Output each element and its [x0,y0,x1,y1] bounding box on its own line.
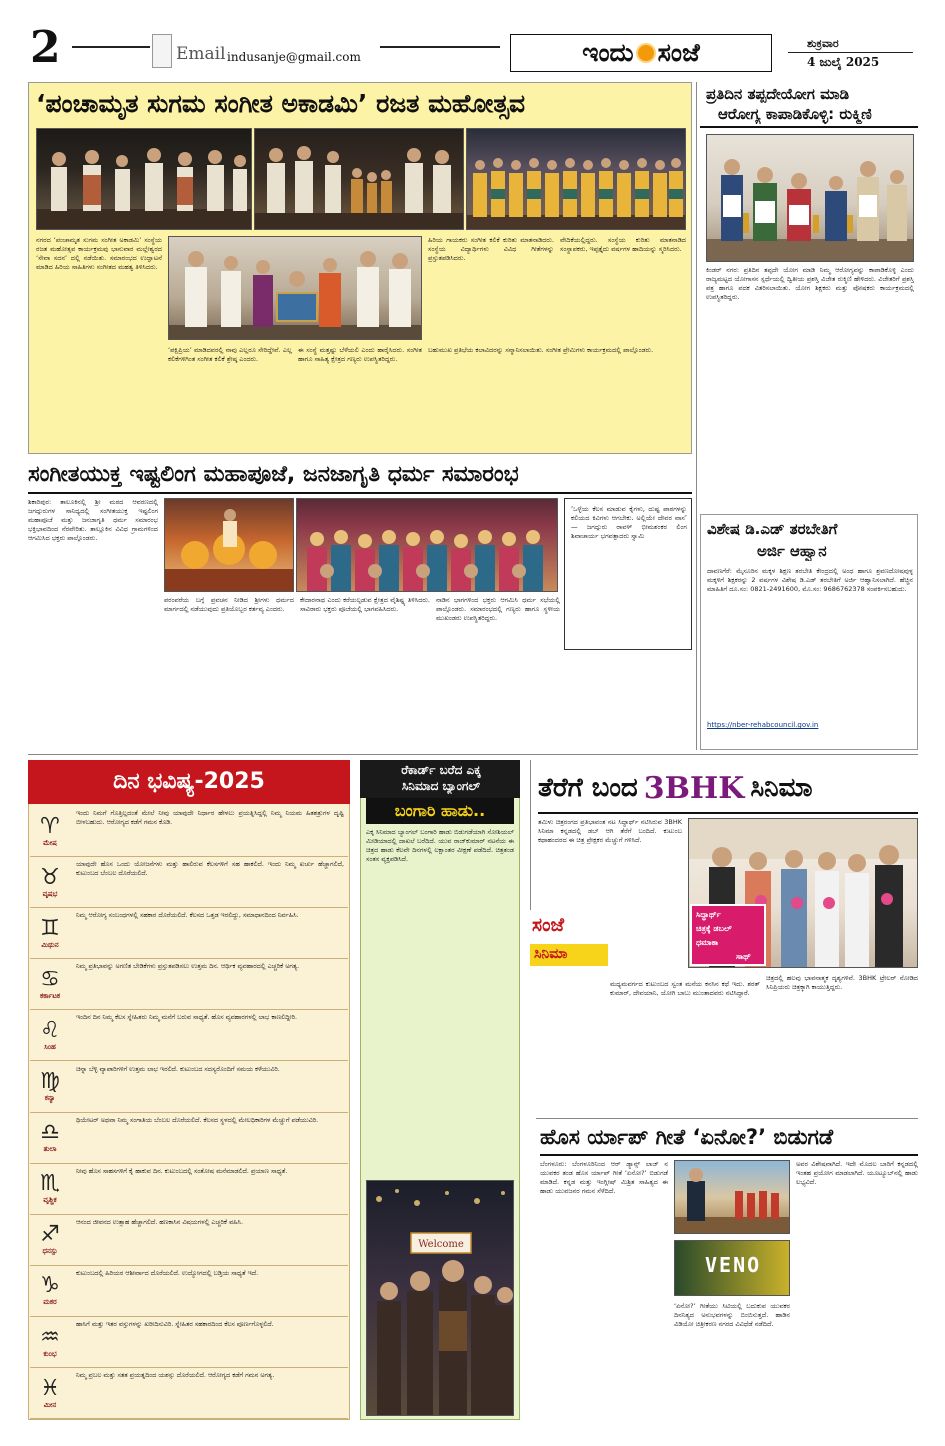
yoga-body: ಕಿಂಡರ್ ನಗರ: ಪ್ರತಿದಿನ ತಪ್ಪದೇ ಯೋಗ ಮಾಡಿ ನಿಮ್ಮ ಆರೋಗ್ಯವನ್ನು ಕಾಪಾಡಿಕೊಳ್ಳಿ ಎಂದು ರಾಜ್ಯಮಟ್ಟದ ಯೋಗಾಸನ ಸ್ಪರ್ಧೆಯಲ್ಲಿ ದ್ವಿತೀಯ ಪ್ರಶಸ್ತಿ ವಿಜೇತ ರುಕ್ಮಿಣಿ ಹೇಳಿದರು. ವಿಜೇತರಿಗೆ ಪ್ರಶಸ್ತಿ ಪತ್ರ ಹಾಗೂ ಪದಕ ವಿತರಿಸಲಾಯಿತು. ಯೋಗ ಶಿಕ್ಷಕರು ಮತ್ತು ಪೋಷಕರು ಕಾರ್ಯಕ್ರಮದಲ್ಲಿ ಉಪಸ್ಥಿತರಿದ್ದರು. [706,266,914,301]
second-photo-1-figures [165,499,294,592]
threebhk-col-3: ಚಿತ್ರದಲ್ಲಿ ಹಲವು ಭಾವನಾತ್ಮಕ ದೃಶ್ಯಗಳಿವೆ. 3BHK ಟ್ರೇಲರ್ ನೋಡಿದ ಸಿನಿಪ್ರಿಯರು ಚಿತ್ರಕ್ಕಾಗಿ ಕಾಯುತ್ತಿದ್ದರು. [766,974,918,991]
zodiac-prediction: ಹಾಸಿಗೆ ಮತ್ತು ಇತರ ವಸ್ತುಗಳನ್ನು ಖರೀದಿಸುವಿರಿ. ಸ್ನೇಹಿತರ ಸಹಕಾರದಿಂದ ಕೆಲಸ ಪೂರ್ಣಗೊಳ್ಳಲಿದೆ. [76,1320,274,1328]
notice-headline-line2: ಅರ್ಜಿ ಆಹ್ವಾನ [757,542,827,560]
lead-col-4: ಬಹುಮುಖ ಪ್ರತಿಭೆಯ ಕಲಾವಿದರನ್ನು ಸನ್ಮಾನಿಸಲಾಯಿತು. ಸಂಗೀತ ಪ್ರೇಮಿಗಳು ಕಾರ್ಯಕ್ರಮದಲ್ಲಿ ಪಾಲ್ಗೊಂಡರು. [428,346,654,354]
masthead [0,0,945,76]
zodiac-row [30,1266,348,1317]
zodiac-row [30,1164,348,1215]
weekday: ಶುಕ್ರವಾರ [807,37,839,50]
zodiac-glyph-icon: ♌ [40,1017,60,1043]
zodiac-glyph-icon: ♊ [40,915,60,941]
zodiac-prediction: ಇಂದು ನಿಮಗೆ ಗೊತ್ತಿಲ್ಲದಂತೆ ಮೇಲೆ ನೀವು ಯಾವುದೇ ನಿರ್ಧಾರ ಹೇಳಲು ಪ್ರಯತ್ನಿಸಿದ್ದಲ್ಲಿ ನಿಮ್ಮ ನಿಯಮ ಹಿತಶತ್ರುಗಳ ದೃಷ್ಟಿ ಬೀಳಬಹುದು. ಆರೋಗ್ಯದ ಕಡೆಗೆ ಗಮನ ಕೊಡಿ. [76,809,344,826]
zodiac-row [30,806,348,857]
zodiac-icon-box [30,1062,70,1112]
zodiac-icon-box [30,1113,70,1163]
threebhk-caption [690,904,766,966]
logo-left-text: ಇಂದು [582,38,634,67]
lead-photo-2 [254,128,464,230]
caption-line-2: ಚಿತ್ರಕ್ಕೆ ಡಬಲ್ [696,924,732,933]
zodiac-prediction: ಚಿನ್ನಾ ಬೆಳ್ಳಿ ವ್ಯಾಪಾರಿಗಳಿಗೆ ಉತ್ತಮ ಲಾಭ ಇರಲಿದೆ. ಕುಟುಂಬದ ಸದಸ್ಯರೊಂದಿಗೆ ಸಮಯ ಕಳೆಯುವಿರಿ. [76,1064,280,1073]
zodiac-prediction: ಆನಂದ ಜೀವನದ ಉತ್ಸಾಹ ಹೆಚ್ಚಾಗಲಿದೆ. ಹಣಕಾಸಿನ ವಿಷಯಗಳಲ್ಲಿ ಎಚ್ಚರಿಕೆ ವಹಿಸಿ. [76,1217,243,1226]
threebhk-headline-mid: 3BHK [643,770,745,806]
zodiac-prediction: ನಿಮ್ಮ ಪ್ರತಿಭಾವನ್ನು ಅಗಣಿತ ಬೇಡಿಕೆಗಳು ಪ್ರಸ್ತುತಪಡಿಸಲು ಉತ್ತಮ ದಿನ. ಆರ್ಥಿಕ ವ್ಯವಹಾರದಲ್ಲಿ ಎಚ್ಚರಿಕೆ ಅಗತ್ಯ. [76,962,300,971]
yoga-headline-line1: ಪ್ರತಿದಿನ ತಪ್ಪದೇಯೋಗ ಮಾಡಿ [706,85,850,103]
divider-vertical-right [696,82,697,750]
lead-text-below-left: ‘ಪಕ್ಷಿಪ್ರಿಯ’ ಮಾಡಿದವರಲ್ಲಿ ನಾವು ಎಲ್ಲರೂ ಸೇರಿದ್ದೇವೆ. ಎಲ್ಲ ಕಲಿಕೆಗಳಿಗಿಂತ ಸಂಗೀತ ಕಲಿಕೆ ಶ್ರೇಷ್ಠ ಎಂದರು. [168,346,292,363]
zodiac-sign-name: ಕುಂಭ [43,1349,57,1358]
welcome-sign-text: Welcome [418,1239,464,1250]
paper-logo [510,34,772,72]
zodiac-icon-box [30,1368,70,1418]
logo-cinema-word: ಸಿನಿಮಾ [534,946,568,962]
lead-headline: ‘ಪಂಚಾಮೃತ ಸುಗಮ ಸಂಗೀತ ಅಕಾಡಮಿ’ ರಜತ ಮಹೋತ್ಸವ [36,89,526,118]
zodiac-glyph-icon: ♉ [40,864,60,890]
lead-text-below-mid: ಈ ಸಂಸ್ಥೆ ಮತ್ತಷ್ಟು ಬೆಳೆಯಲಿ ಎಂದು ಹಾರೈಸಿದರು. ಸಂಗೀತ ಹಾಗೂ ಸಾಹಿತ್ಯ ಕ್ಷೇತ್ರದ ಗಣ್ಯರು ಉಪಸ್ಥಿತರಿದ್ದರು. [298,346,422,363]
second-col-1: ಶಿಕಾರಿಪುರ: ತಾಲೂಕಿನಲ್ಲಿ ಶ್ರೀ ಮಠದ ಆವರಣದಲ್ಲಿ ಜಗದ್ಗುರುಗಳ ಸಾನಿಧ್ಯದಲ್ಲಿ ಸಂಗೀತಯುಕ್ತ ಇಷ್ಟಲಿಂಗ ಮಹಾಪೂಜೆ ಮತ್ತು ಜನಜಾಗೃತಿ ಧರ್ಮ ಸಮಾರಂಭ ಭಕ್ತಿಭಾವದಿಂದ ನೆರವೇರಿತು. ತಾಲ್ಲೂಕಿನ ವಿವಿಧ ಗ್ರಾಮಗಳಿಂದ ಆಗಮಿಸಿದ ಭಕ್ತರು ಪಾಲ್ಗೊಂಡರು. [28,498,158,542]
zodiac-prediction: ಕುಟುಂಬದಲ್ಲಿ ಹಿರಿಯರ ಆಶೀರ್ವಾದ ದೊರೆಯಲಿದೆ. ಉದ್ಯೋಗದಲ್ಲಿ ಬಡ್ತಿಯ ಸಾಧ್ಯತೆ ಇದೆ. [76,1268,259,1277]
cinema-kicker-2: ಸಿನಿಮಾದ ಬ್ಯಾಂಗಲ್ [401,779,481,793]
header-rule-right [380,46,500,48]
zodiac-glyph-icon: ♏ [40,1171,60,1197]
lead-col-3: ವೇದಿಕೆಯಲ್ಲಿದ್ದರು. ಸಂಸ್ಥೆಯ ಕುರಿತು ಮಾತನಾಡಿದ ಸಂಸ್ಥಾಪಕರು, ಇಪ್ಪತ್ತೈದು ವರ್ಷಗಳ ಹಾದಿಯನ್ನು ಸ್ಮರಿಸಿದರು. [560,236,686,253]
header-date-rule [788,52,913,53]
zodiac-sign-name: ಧನಸ್ಸು [42,1247,58,1256]
second-col-2: ಪರಂಪರೆಯ ಬಗ್ಗೆ ಪ್ರವಚನ ನೀಡಿದ ಶ್ರೀಗಳು ಧರ್ಮದ ಮಾರ್ಗದಲ್ಲಿ ನಡೆಯುವುದು ಪ್ರತಿಯೊಬ್ಬರ ಕರ್ತವ್ಯ ಎಂದರು. [164,596,294,613]
divider-horizontal-mid [28,754,918,755]
zodiac-glyph-icon: ♑ [40,1273,60,1299]
second-photo-1 [164,498,294,592]
zodiac-row [30,857,348,908]
email-label: Email [176,44,226,64]
zodiac-prediction: ಇಂದಿನ ದಿನ ನಿಮ್ಮ ಕೆಲಸ ಸ್ನೇಹಿತರು ನಿಮ್ಮ ಮನೆಗೆ ಬರುವ ಸಾಧ್ಯತೆ. ಹೊಸ ವ್ಯವಹಾರಗಳಲ್ಲಿ ಲಾಭ ಕಾಣಲಿದ್ದೀರಿ. [76,1013,298,1022]
yoga-headline-line2: ಆರೋಗ್ಯ ಕಾಪಾಡಿಕೊಳ್ಳಿ: ರುಕ್ಮಿಣಿ [718,105,872,123]
issue-date: 4 ಜುಲೈ 2025 [807,55,880,69]
zodiac-row [30,1317,348,1368]
header-rule [72,46,150,48]
notice-body: ದಾವಣಗೆರೆ: ಮೈಸೂರಿನ ಮಕ್ಕಳ ಶಿಕ್ಷಣ ತರಬೇತಿ ಕೇಂದ್ರದಲ್ಲಿ ಅಂಧ ಹಾಗೂ ಶ್ರವಣದೋಷವುಳ್ಳ ಮಕ್ಕಳಿಗೆ ಶಿಕ್ಷಕರನ್ನು 2 ವರ್ಷಗಳ ವಿಶೇಷ ಡಿ.ಎಡ್ ತರಬೇತಿಗೆ ಅರ್ಜಿ ಆಹ್ವಾನಿಸಲಾಗಿದೆ. ಹೆಚ್ಚಿನ ಮಾಹಿತಿಗೆ ದೂ.ಸಂ: 0821-2491600, ಮೊ.ಸಂ: 9686762378 ಸಂಪರ್ಕಿಸಬಹುದು. [707,567,913,593]
rap-headline: ಹೊಸ ರ್ಯಾಪ್ ಗೀತೆ ‘ಏನೋ?’ ಬಿಡುಗಡೆ [540,1125,834,1149]
page-number: 2 [30,22,61,73]
sanje-cinema-logo [528,912,610,976]
logo-sanje-word: ಸಂಜೆ [532,914,565,936]
threebhk-rule [538,812,918,814]
cinema-photo-scene [367,1181,514,1416]
zodiac-glyph-icon: ♎ [40,1120,60,1146]
rap-cover [674,1240,790,1296]
zodiac-sign-name: ಸಿಂಹ [44,1042,56,1051]
zodiac-row [30,1010,348,1061]
quote-text: ‘ಒಳ್ಳೆಯ ಕೆಲಸ ಮಾಡುವ ಕೈಗಳು, ದುಷ್ಟ ಪಾಠಗಳನ್ನು ಕಲಿಯದ ಕಿವಿಗಳು ಆಗಬೇಕು. ಅಲ್ಲಿಯೇ ದೇವರ ವಾಸ’ — ಜಗದ್ಗುರು ರಾವಳ್ ಭೀಮಶಂಕರ ಲಿಂಗ ಶಿವಾಚಾರ್ಯ ಭಗವತ್ಪಾದರು ಸ್ವಾಮಿ [571,505,687,540]
email-address[interactable]: indusanje@gmail.com [227,50,361,64]
zodiac-icon-box [30,1010,70,1060]
cinema-photo [366,1180,514,1416]
zodiac-row [30,908,348,959]
caption-line-3: ಧಮಾಕಾ [696,938,719,947]
threebhk-col-1: ತಮಿಳು ಚಿತ್ರರಂಗದ ಪ್ರತಿಭಾವಂತ ನಟ ಸಿದ್ಧಾರ್ಥ್ ನಟಿಸಿರುವ 3BHK ಸಿನಿಮಾ ಕನ್ನಡದಲ್ಲಿ ಡಬ್ ಆಗಿ ತೆರೆಗೆ ಬಂದಿದೆ. ಕುಟುಂಬ ಕಥಾಹಂದರದ ಈ ಚಿತ್ರ ಪ್ರೇಕ್ಷಕರ ಮೆಚ್ಚುಗೆ ಗಳಿಸಿದೆ. [538,818,682,844]
zodiac-row [30,1368,348,1419]
logo-right-text: ಸಂಜೆ [657,38,700,67]
zodiac-row [30,959,348,1010]
training-notice [700,514,918,750]
zodiac-prediction: ನಿಮ್ಮ ಪ್ರಬಲ ಮತ್ತು ಸತತ ಪ್ರಯತ್ನದಿಂದ ಯಶಸ್ಸು ದೊರೆಯಲಿದೆ. ಆರೋಗ್ಯದ ಕಡೆಗೆ ಗಮನ ಅಗತ್ಯ. [76,1371,275,1380]
zodiac-icon-box [30,1164,70,1214]
caption-line-4: ಸಾಥ್ [736,952,751,961]
cinema-body: ಎಕ್ಕ ಸಿನಿಮಾದ ಬ್ಯಾಂಗಲ್ ಬಂಗಾರಿ ಹಾಡು ಬಿಡುಗಡೆಯಾಗಿ ಸೋಶಿಯಲ್ ಮೀಡಿಯಾದಲ್ಲಿ ದಾಖಲೆ ಬರೆದಿದೆ. ಯುವ ರಾಜ್‌ಕುಮಾರ್ ನಟನೆಯ ಈ ಚಿತ್ರದ ಹಾಡು ಕೆಲವೇ ದಿನಗಳಲ್ಲಿ ಲಕ್ಷಾಂತರ ವೀಕ್ಷಣೆ ಪಡೆದಿದೆ. ಚಿತ್ರತಂಡ ಸಂತಸ ವ್ಯಕ್ತಪಡಿಸಿದೆ. [366,828,514,863]
zodiac-prediction: ಯಾವುದೇ ಹೊಸ ಒಂದು ಯೋಜನೆಗಳು ಮತ್ತು ಹಾಲಿರುವ ಕೆಲಸಗಳಿಗೆ ಸಹ ಹಾಕಲಿದೆ. ಇಂದು ನಿಮ್ಮ ಖರ್ಚು ಹೆಚ್ಚಾಗಲಿದೆ, ಕುಟುಂಬದ ಬೆಂಬಲ ದೊರೆಯಲಿದೆ. [76,860,344,877]
rap-col-1: ಬೆಂಗಳೂರು: ಬೆಂಗಳೂರಿನಿಂದ ಆರ್‌ ಡ್ಯಾನ್ಸ್ ಲಾಜ್‌ ನ ಯುವಕರ ತಂಡ ಹೊಸ ರ್ಯಾಪ್ ಗೀತೆ ‘ಏನೋ?’ ಬಿಡುಗಡೆ ಮಾಡಿದೆ. ಕನ್ನಡ ಮತ್ತು ಇಂಗ್ಲೀಷ್ ಮಿಶ್ರಿತ ಸಾಹಿತ್ಯದ ಈ ಹಾಡು ಯುವಜನರ ಗಮನ ಸೆಳೆದಿದೆ. [540,1160,668,1195]
zodiac-icon-box [30,959,70,1009]
cinema-title: ಬಂಗಾರಿ ಹಾಡು.. [394,801,486,820]
notice-headline-line1: ವಿಶೇಷ ಡಿ.ಎಡ್ ತರಬೇತಿಗೆ [707,520,838,538]
lead-photo-2-figures [255,129,464,230]
zodiac-glyph-icon: ♐ [40,1222,60,1248]
lead-photo-1 [36,128,252,230]
rap-photo-figures [675,1161,790,1234]
yoga-photo-figures [707,135,914,262]
threebhk-headline-pre: ತೆರೆಗೆ ಬಂದ [538,772,638,803]
zodiac-sign-name: ತುಲಾ [43,1145,57,1154]
second-col-4: ನಾಡಿನ ಭಾಗಗಳಿಂದ ಭಕ್ತರು ಆಗಮಿಸಿ ಧರ್ಮ ಸಭೆಯಲ್ಲಿ ಪಾಲ್ಗೊಂಡರು. ಸಮಾರಂಭದಲ್ಲಿ ಗಣ್ಯರು ಹಾಗೂ ಸ್ಥಳೀಯ ಮುಖಂಡರು ಉಪಸ್ಥಿತರಿದ್ದರು. [436,596,560,622]
second-col-3: ಕೇದಾರನಾಥ ಎಂದು ಕರೆಯಲ್ಪಡುವ ಕ್ಷೇತ್ರದ ವೈಶಿಷ್ಟ್ಯ ತಿಳಿಸಿದರು. ಸಾವಿರಾರು ಭಕ್ತರು ಪೂಜೆಯಲ್ಲಿ ಭಾಗವಹಿಸಿದರು. [300,596,430,613]
rap-col-3: ಅವರ ವಿಶೇಷವಾಗಿದೆ. ಇದೇ ಮೊದಲ ಬಾರಿಗೆ ಕನ್ನಡದಲ್ಲಿ ಇಂತಹ ಪ್ರಯೋಗ ಮಾಡಲಾಗಿದೆ. ಯೂಟ್ಯೂಬ್‌ನಲ್ಲಿ ಹಾಡು ಲಭ್ಯವಿದೆ. [796,1160,918,1186]
zodiac-row [30,1113,348,1164]
lead-col-2: ಹಿರಿಯ ಗಾಯಕರು ಸಂಗೀತ ಕಲಿಕೆ ಕುರಿತು ಮಾತನಾಡಿದರು. ಸಂಸ್ಥೆಯ ವಿದ್ಯಾರ್ಥಿಗಳು ವಿವಿಧ ಗೀತೆಗಳನ್ನು ಪ್ರಸ್ತುತಪಡಿಸಿದರು. [428,236,554,262]
rap-photo [674,1160,790,1234]
threebhk-headline-post: ಸಿನಿಮಾ [750,772,813,803]
zodiac-icon-box [30,1266,70,1316]
zodiac-prediction: ನೀವು ಹೊಸ ಸಾಹಸಗಳಿಗೆ ಕೈ ಹಾಕುವ ದಿನ. ಕುಟುಂಬದಲ್ಲಿ ಸಂತೋಷ ಮನೆಮಾಡಲಿದೆ. ಪ್ರಯಾಣ ಸಾಧ್ಯತೆ. [76,1166,288,1175]
zodiac-icon-box [30,1215,70,1265]
cinema-kicker-1: ರೆಕಾರ್ಡ್ ಬರೆದ ಎಕ್ಕ [401,763,481,777]
lead-photo-3-figures [467,129,686,230]
lead-col-1: ನಗರದ ‘ಪಂಚಾಮೃತ ಸುಗಮ ಸಂಗೀತ ಅಕಾಡಮಿ’ ಸಂಸ್ಥೆಯ ರಜತ ಮಹೋತ್ಸವ ಕಾರ್ಯಕ್ರಮವು ಭಾನುವಾರ ಮಲ್ಲೇಶ್ವರದ ‘ಸೇವಾ ಸದನ’ ದಲ್ಲಿ ನಡೆಯಿತು. ಸಮಾರಂಭದ ಉದ್ಘಾಟನೆ ಮಾಡಿದ ಹಿರಿಯ ಸಾಹಿತಿಗಳು ಸಂಗೀತದ ಮಹತ್ವ ತಿಳಿಸಿದರು. [36,236,162,271]
second-photo-2-crowd [297,499,558,592]
caption-line-1: ಸಿದ್ಧಾರ್ಥ್ [696,910,721,919]
yoga-photo [706,134,914,262]
rap-cover-title: VENO [705,1253,762,1277]
zodiac-row [30,1215,348,1266]
zodiac-icon-box [30,1317,70,1367]
zodiac-sign-name: ಮೀನ [43,1400,57,1409]
second-headline: ಸಂಗೀತಯುಕ್ತ ಇಷ್ಟಲಿಂಗ ಮಹಾಪೂಜೆ, ಜನಜಾಗೃತಿ ಧರ್ಮ ಸಮಾರಂಭ [28,462,519,487]
zodiac-icon-box [30,908,70,958]
zodiac-icon-box [30,857,70,907]
threebhk-col-2: ಮಧ್ಯಮವರ್ಗದ ಕುಟುಂಬದ ಸ್ವಂತ ಮನೆಯ ಕನಸಿನ ಕಥೆ ಇದು. ಶರತ್ ಕುಮಾರ್, ದೇವಯಾನಿ, ಯೋಗಿ ಬಾಬು ಮುಂತಾದವರು ನಟಿಸಿದ್ದಾರೆ. [610,980,760,997]
divider-vertical-cinema [530,760,531,910]
zodiac-sign-name: ಮಿಥುನ [41,940,59,949]
notice-link[interactable]: https://nber-rehabcouncil.gov.in [707,721,819,729]
lead-photo-4 [168,236,422,340]
second-rule [28,492,692,494]
zodiac-glyph-icon: ♒ [40,1324,60,1350]
threebhk-headline [538,766,918,810]
second-photo-2 [296,498,558,592]
zodiac-glyph-icon: ♋ [40,966,60,992]
zodiac-sign-name: ವೃಶ್ಚಿಕ [43,1196,57,1205]
lead-photo-3 [466,128,686,230]
rap-col-2: ‘ಏನೋ?’ ಗೀತೆಯು ಸಿಟಿಯಲ್ಲಿ ಬದುಕುವ ಯುವಕರ ದಿನನಿತ್ಯದ ಅನುಭವಗಳನ್ನು ಬಿಂಬಿಸುತ್ತದೆ. ಹಾಡಿನ ವಿಡಿಯೋ ಚಿತ್ರೀಕರಣ ನಗರದ ವಿವಿಧೆಡೆ ನಡೆದಿದೆ. [674,1302,790,1328]
zodiac-glyph-icon: ♓ [40,1375,60,1401]
rap-rule [540,1154,918,1156]
quote-box [564,498,692,650]
header-box [152,34,172,68]
zodiac-row [30,1062,348,1113]
horoscope-title: ದಿನ ಭವಿಷ್ಯ-2025 [113,769,265,794]
divider-horizontal-rap [536,1118,918,1119]
zodiac-sign-name: ಮೇಷ [43,838,57,847]
lead-photo-4-figures [169,237,422,340]
zodiac-glyph-icon: ♍ [40,1069,60,1095]
zodiac-sign-name: ಕನ್ಯಾ [44,1094,56,1103]
zodiac-glyph-icon: ♈ [40,813,60,839]
zodiac-prediction: ನಿಮ್ಮ ಆರೋಗ್ಯ ಸಂಬಂಧಗಳಲ್ಲಿ ಸಹಕಾರ ದೊರೆಯಲಿದೆ. ಕೆಲಸದ ಒತ್ತಡ ಇರಲಿದ್ದು, ಸಮಾಧಾನದಿಂದ ನಿರ್ವಹಿಸಿ. [76,911,299,920]
zodiac-icon-box [30,806,70,856]
yoga-story [700,82,918,506]
zodiac-prediction: ಥಿಯೇಟರ್ ಅಥವಾ ನಿಮ್ಮ ಸಂಗಾತಿಯ ಬೆಂಬಲ ದೊರೆಯಲಿದೆ. ಕೆಲಸದ ಸ್ಥಳದಲ್ಲಿ ಮೇಲಧಿಕಾರಿಗಳ ಮೆಚ್ಚುಗೆ ಪಡೆಯುವಿರಿ. [76,1115,319,1124]
zodiac-sign-name: ಕರ್ಕಾಟಕ [39,991,61,1000]
sun-icon [638,45,654,61]
zodiac-sign-name: ವೃಷಭ [42,889,58,898]
zodiac-sign-name: ಮಕರ [43,1298,57,1307]
lead-photo-1-figures [37,129,252,230]
